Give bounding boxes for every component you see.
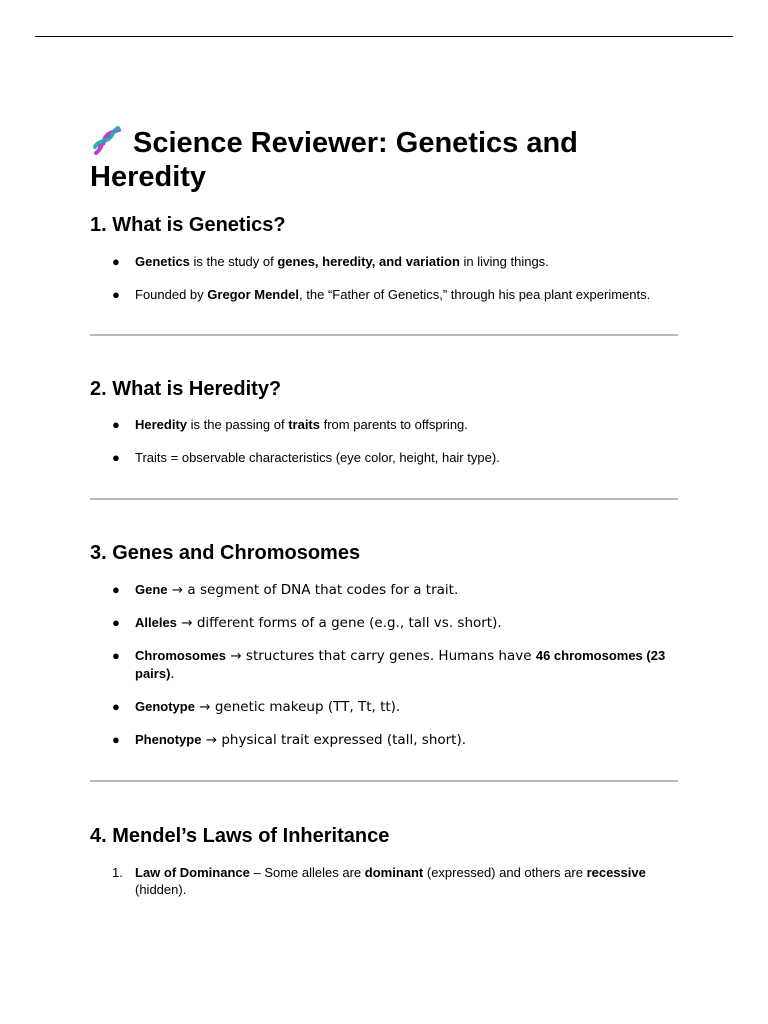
bullet-marker: ● xyxy=(112,254,120,269)
dna-icon xyxy=(90,125,124,159)
bullet-marker: ● xyxy=(112,582,120,597)
list-item: ● Phenotype → physical trait expressed (tall, short). xyxy=(112,732,467,748)
section-heading-mendel-laws: 4. Mendel’s Laws of Inheritance xyxy=(90,825,390,847)
numbered-list-mendel-laws xyxy=(90,864,690,898)
list-item: ● Heredity is the passing of traits from parents to offspring. xyxy=(112,417,468,432)
bullet-marker: ● xyxy=(112,417,120,432)
section-heading-genetics: 1. What is Genetics? xyxy=(90,214,286,236)
list-item: ● Gene → a segment of DNA that codes for a trait. xyxy=(112,582,459,598)
list-item: ● Alleles → different forms of a gene (e.g., tall vs. short). xyxy=(112,615,502,631)
bullet-marker: ● xyxy=(112,450,120,465)
section-divider xyxy=(90,498,678,500)
list-item: 1. Law of Dominance – Some alleles are dominant (expressed) and others are recessive (hidden). xyxy=(112,865,646,897)
document-body xyxy=(90,125,690,898)
section-heading-heredity: 2. What is Heredity? xyxy=(90,378,282,400)
list-item: ● Founded by Gregor Mendel, the “Father of Genetics,” through his pea plant experiments. xyxy=(112,287,651,302)
bullet-list-genetics xyxy=(90,253,690,303)
bullet-list-genes xyxy=(90,581,690,749)
page-title-text: Science Reviewer: Genetics and Heredity xyxy=(90,127,578,193)
bullet-marker: ● xyxy=(112,615,120,630)
section-heading-genes-chromosomes: 3. Genes and Chromosomes xyxy=(90,542,361,564)
page-top-rule xyxy=(35,36,733,37)
list-item: ● Traits = observable characteristics (eye color, height, hair type). xyxy=(112,450,500,465)
number-marker: 1. xyxy=(112,865,123,880)
list-item: ● Genetics is the study of genes, heredity, and variation in living things. xyxy=(112,254,549,269)
section-divider xyxy=(90,334,678,336)
bullet-marker: ● xyxy=(112,287,120,302)
page-title xyxy=(90,125,690,194)
bullet-marker: ● xyxy=(112,699,120,714)
list-item: ● Chromosomes → structures that carry genes. Humans have 46 chromosomes (23 pairs). xyxy=(112,648,666,682)
section-divider xyxy=(90,780,678,782)
list-item: ● Genotype → genetic makeup (TT, Tt, tt). xyxy=(112,699,401,715)
bullet-marker: ● xyxy=(112,648,120,663)
bullet-list-heredity xyxy=(90,416,690,466)
bullet-marker: ● xyxy=(112,732,120,747)
